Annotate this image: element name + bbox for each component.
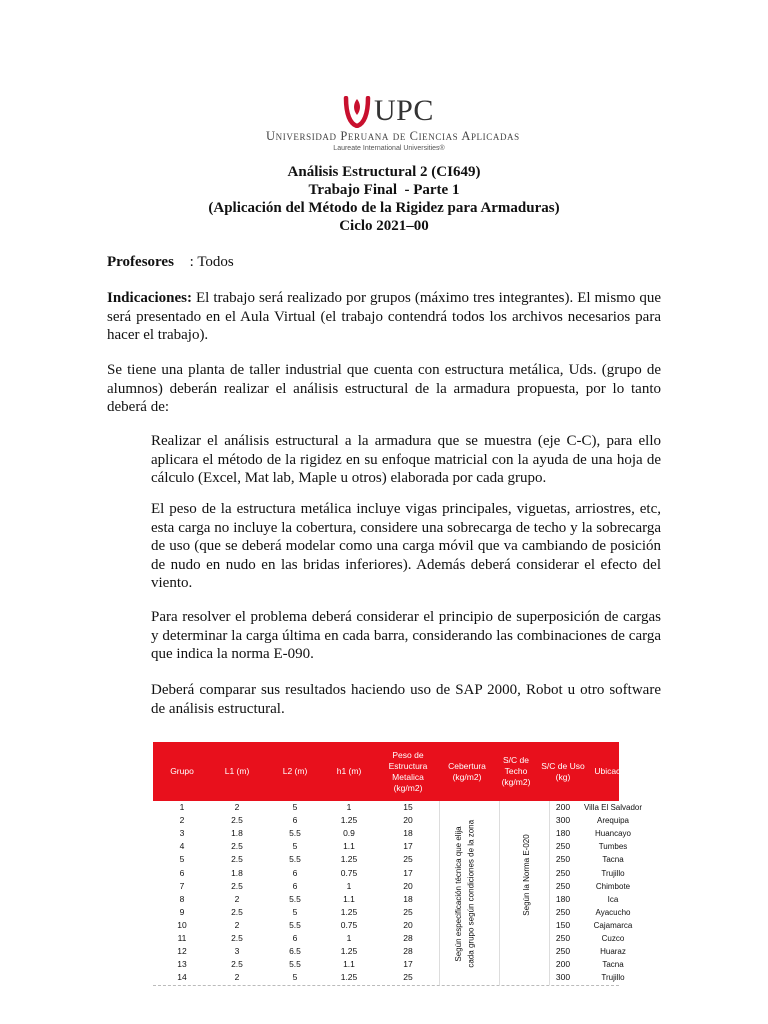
logo-university-name: Universidad Peruana de Ciencias Aplicadas bbox=[266, 129, 520, 143]
cell-peso: 25 bbox=[403, 854, 413, 865]
cell-peso: 18 bbox=[403, 828, 413, 839]
cell-sc-uso: 250 bbox=[555, 854, 571, 865]
cell-peso: 17 bbox=[403, 959, 413, 970]
table-row bbox=[153, 919, 633, 932]
cell-sc-uso: 250 bbox=[555, 867, 571, 878]
cell-h1: 1.25 bbox=[340, 946, 358, 957]
cell-l1: 2 bbox=[234, 919, 240, 930]
cell-grupo: 10 bbox=[177, 919, 187, 930]
cell-sc-uso: 250 bbox=[555, 933, 571, 943]
table-row bbox=[153, 958, 624, 971]
cell-grupo: 3 bbox=[179, 828, 185, 839]
cell-peso: 25 bbox=[403, 972, 413, 983]
header-peso: Peso de Estructura Metalica (kg/m2) bbox=[388, 749, 428, 793]
cell-h1: 1 bbox=[346, 802, 352, 812]
cell-peso: 18 bbox=[403, 893, 413, 904]
cell-grupo: 4 bbox=[179, 841, 185, 852]
logo-brand: UPC bbox=[374, 94, 434, 127]
table-row bbox=[153, 906, 631, 919]
cell-l2: 5.5 bbox=[289, 893, 301, 904]
table-row bbox=[153, 867, 625, 880]
cell-sc-uso: 300 bbox=[555, 815, 571, 826]
header-l1: L1 (m) bbox=[224, 766, 250, 776]
table-row bbox=[153, 971, 625, 984]
cell-grupo: 12 bbox=[177, 946, 187, 957]
cell-h1: 0.75 bbox=[340, 867, 358, 878]
cell-sc-uso: 250 bbox=[555, 880, 571, 891]
cell-ubicacion: Villa El Salvador bbox=[583, 803, 643, 812]
cell-peso: 20 bbox=[403, 919, 413, 930]
cell-l1: 2.5 bbox=[231, 959, 243, 970]
table-row bbox=[153, 880, 631, 893]
table-row bbox=[153, 853, 624, 866]
cell-grupo: 8 bbox=[179, 893, 185, 904]
cell-sc-uso: 150 bbox=[555, 919, 571, 930]
cell-grupo: 2 bbox=[179, 815, 185, 826]
header-grupo: Grupo bbox=[170, 766, 194, 776]
cell-l1: 2.5 bbox=[231, 815, 243, 826]
profesores-label: Profesores bbox=[107, 254, 174, 270]
cell-peso: 28 bbox=[403, 933, 413, 943]
table-row bbox=[153, 814, 630, 827]
table-bottom-border bbox=[153, 985, 619, 987]
cell-ubicacion: Ica bbox=[607, 894, 619, 904]
logo-laureate-tagline: Laureate International Universities® bbox=[333, 145, 445, 152]
item-comparacion: Deberá comparar sus resultados haciendo uso de SAP 2000, Robot u otro software de análisis estructural. bbox=[151, 682, 661, 717]
header-h1: h1 (m) bbox=[336, 766, 362, 776]
cell-sc-uso: 180 bbox=[555, 893, 571, 904]
upc-emblem-icon bbox=[342, 96, 372, 128]
cell-l1: 2.5 bbox=[231, 854, 243, 865]
header-sc-uso: S/C de Uso (kg) bbox=[541, 760, 585, 782]
indicaciones-paragraph bbox=[107, 289, 661, 345]
cell-ubicacion: Ayacucho bbox=[595, 907, 631, 917]
document-title bbox=[0, 163, 768, 235]
cell-l1: 2 bbox=[234, 893, 240, 904]
table-row bbox=[153, 801, 643, 814]
cell-l2: 5.5 bbox=[289, 854, 301, 865]
cell-l1: 1.8 bbox=[231, 828, 243, 839]
profesores-line bbox=[107, 253, 238, 272]
cell-h1: 1 bbox=[346, 933, 352, 943]
cell-ubicacion: Trujillo bbox=[601, 973, 625, 983]
cell-ubicacion: Trujillo bbox=[601, 868, 625, 878]
cell-peso: 17 bbox=[403, 867, 413, 878]
cell-h1: 1 bbox=[346, 880, 352, 891]
cell-sc-uso: 250 bbox=[555, 841, 571, 852]
table-row bbox=[153, 945, 626, 958]
sc-techo-note: Según la Norma E-020 bbox=[522, 834, 531, 916]
cell-l2: 5 bbox=[292, 802, 298, 812]
cobertura-note-2: cada grupo según condiciones de la zona bbox=[466, 819, 476, 968]
title-topic: (Aplicación del Método de la Rigidez para Armaduras) bbox=[208, 200, 560, 216]
cell-l2: 6 bbox=[292, 880, 298, 891]
cell-grupo: 5 bbox=[179, 854, 185, 865]
cell-h1: 0.75 bbox=[340, 919, 358, 930]
cell-l2: 5 bbox=[292, 841, 298, 852]
cell-l1: 2.5 bbox=[231, 933, 243, 943]
cell-l1: 2.5 bbox=[231, 906, 243, 917]
cell-ubicacion: Chimbote bbox=[595, 881, 631, 891]
cell-ubicacion: Huancayo bbox=[594, 829, 632, 839]
cell-l2: 6 bbox=[292, 867, 298, 878]
table-row bbox=[153, 932, 625, 945]
cell-l1: 2.5 bbox=[231, 841, 243, 852]
cobertura-note-1: Según especificación técnica que elija bbox=[454, 826, 463, 962]
cell-ubicacion: Tacna bbox=[602, 960, 624, 970]
cell-sc-uso: 200 bbox=[555, 802, 571, 812]
cell-peso: 25 bbox=[403, 906, 413, 917]
cell-l2: 6 bbox=[292, 815, 298, 826]
intro-paragraph: Se tiene una planta de taller industrial que cuenta con estructura metálica, Uds. (grupo de alumnos) deberán realizar el análisis estructural de la armadura propuesta, por lo tanto deberá de: bbox=[107, 362, 661, 415]
cell-grupo: 6 bbox=[179, 867, 185, 878]
cell-grupo: 14 bbox=[177, 972, 187, 983]
cell-ubicacion: Huaraz bbox=[600, 947, 626, 957]
cell-h1: 1.25 bbox=[340, 906, 358, 917]
cell-l2: 5 bbox=[292, 972, 298, 983]
item-analisis: Realizar el análisis estructural a la armadura que se muestra (eje C-C), para ello aplicara el método de la rigidez en su enfoque matricial con la ayuda de una hoja de cálculo (Excel, Mat lab, Maple u otros) elaborada por cada grupo. bbox=[151, 433, 661, 486]
cell-h1: 1.1 bbox=[343, 959, 355, 970]
title-assignment: Trabajo Final - Parte 1 bbox=[308, 182, 460, 198]
cell-grupo: 13 bbox=[177, 959, 187, 970]
cell-h1: 1.1 bbox=[343, 841, 355, 852]
cell-l2: 6.5 bbox=[289, 946, 301, 957]
upc-logo bbox=[262, 94, 520, 156]
item-peso-estructura: El peso de la estructura metálica incluye vigas principales, viguetas, arriostres, etc, esta carga no incluye la cobertura, considere una sobrecarga de techo y la sobrecarga de uso (que se deberá modelar como una carga móvil que va cambiando de posición de nudo en nudo en las bridas inferiores). Además deberá considerar el efecto del viento. bbox=[151, 501, 661, 591]
table-row bbox=[153, 840, 628, 853]
title-course: Análisis Estructural 2 (CI649) bbox=[287, 164, 481, 180]
header-cobertura: Cebertura (kg/m2) bbox=[448, 760, 486, 782]
cell-l2: 6 bbox=[292, 933, 298, 943]
cell-l2: 5.5 bbox=[289, 919, 301, 930]
cell-peso: 17 bbox=[403, 841, 413, 852]
cell-l1: 1.8 bbox=[231, 867, 243, 878]
cell-sc-uso: 300 bbox=[555, 972, 571, 983]
cell-l1: 2 bbox=[234, 802, 240, 812]
cell-ubicacion: Arequipa bbox=[596, 816, 630, 826]
cell-l2: 5.5 bbox=[289, 828, 301, 839]
cell-sc-uso: 180 bbox=[555, 828, 571, 839]
item-superposicion: Para resolver el problema deberá considerar el principio de superposición de cargas y determinar la carga última en cada barra, considerando las combinaciones de carga que indica la norma E-090. bbox=[151, 609, 661, 662]
cell-l1: 3 bbox=[234, 946, 240, 957]
cell-grupo: 9 bbox=[179, 906, 185, 917]
header-sc-techo: S/C de Techo (kg/m2) bbox=[501, 755, 531, 787]
header-ubicacion: Ubicación bbox=[594, 766, 632, 776]
cell-h1: 1.1 bbox=[343, 893, 355, 904]
indicaciones-text: El trabajo será realizado por grupos (máximo tres integrantes). El mismo que será presentado en el Aula Virtual (el trabajo contendrá todos los archivos necesarios para hacer el trabajo). bbox=[107, 290, 661, 343]
cell-grupo: 11 bbox=[177, 933, 187, 943]
cell-grupo: 7 bbox=[179, 880, 185, 891]
table-row bbox=[153, 893, 619, 906]
cell-l2: 5.5 bbox=[289, 959, 301, 970]
cell-sc-uso: 250 bbox=[555, 906, 571, 917]
cell-ubicacion: Cuzco bbox=[601, 934, 625, 943]
cell-l1: 2 bbox=[234, 972, 240, 983]
cell-h1: 1.25 bbox=[340, 972, 358, 983]
profesores-value: : Todos bbox=[189, 254, 234, 270]
cell-h1: 1.25 bbox=[340, 815, 358, 826]
cell-sc-uso: 200 bbox=[555, 959, 571, 970]
cell-l2: 5 bbox=[292, 906, 298, 917]
cell-h1: 1.25 bbox=[340, 854, 358, 865]
header-l2: L2 (m) bbox=[282, 766, 308, 776]
cell-peso: 28 bbox=[403, 946, 413, 957]
indicaciones-label: Indicaciones: bbox=[107, 290, 193, 306]
table-header-cells bbox=[153, 742, 632, 801]
cell-ubicacion: Tacna bbox=[602, 855, 624, 865]
title-cycle: Ciclo 2021–00 bbox=[339, 218, 429, 234]
cell-sc-uso: 250 bbox=[555, 946, 571, 957]
cell-peso: 15 bbox=[403, 802, 413, 812]
cell-peso: 20 bbox=[403, 815, 413, 826]
cell-ubicacion: Cajamarca bbox=[593, 920, 633, 930]
cell-h1: 0.9 bbox=[343, 828, 355, 839]
table-row bbox=[153, 827, 632, 840]
cell-grupo: 1 bbox=[179, 802, 185, 812]
cell-l1: 2.5 bbox=[231, 880, 243, 891]
cell-ubicacion: Tumbes bbox=[598, 842, 628, 852]
cell-peso: 20 bbox=[403, 880, 413, 891]
